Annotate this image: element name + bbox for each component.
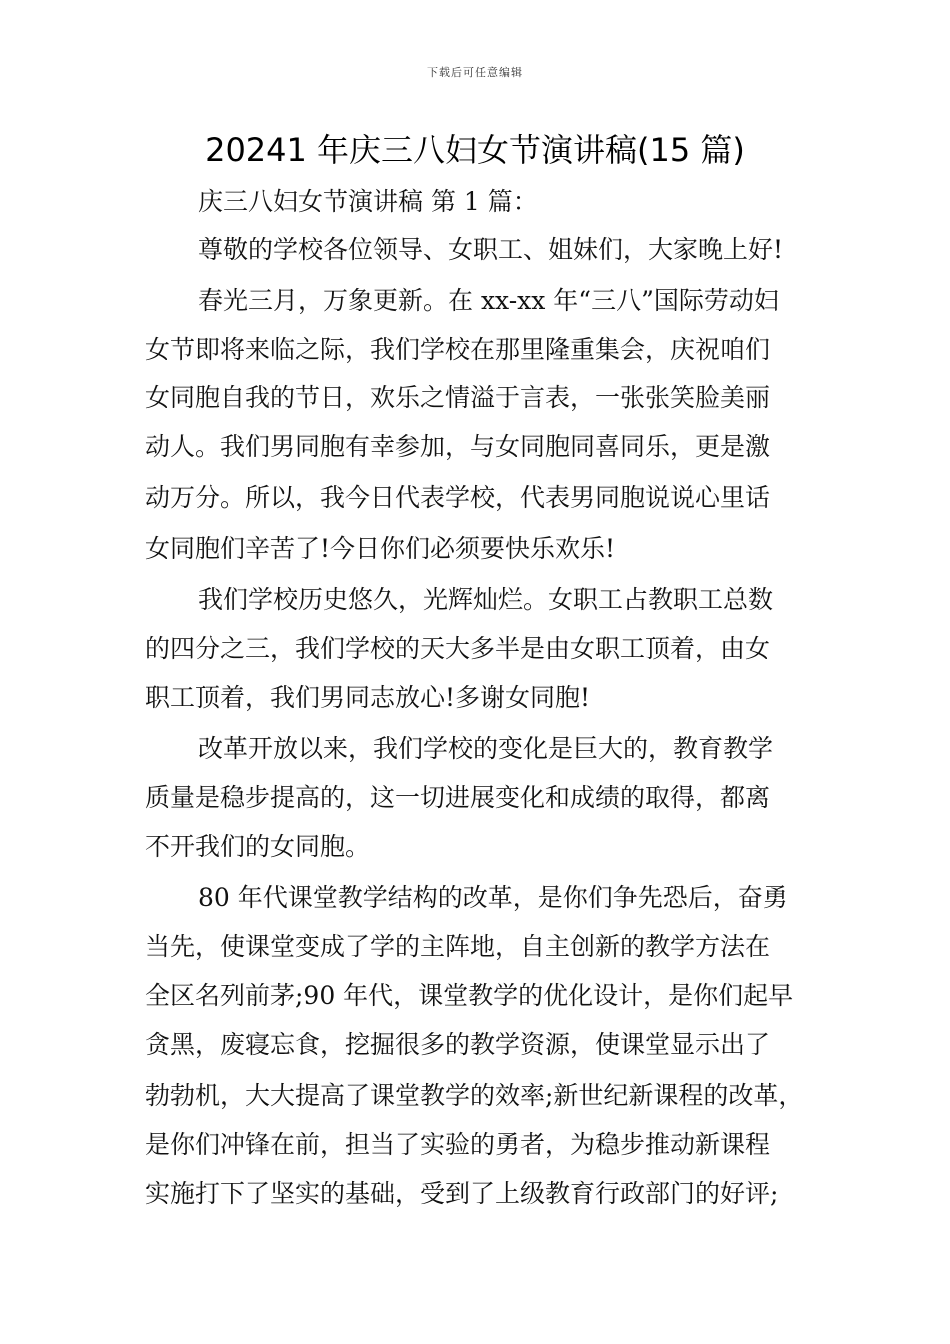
greeting-line: 尊敬的学校各位领导、女职工、姐妹们，大家晚上好! xyxy=(198,235,784,264)
paragraph-line: 女节即将来临之际，我们学校在那里隆重集会，庆祝咱们 xyxy=(145,335,771,364)
paragraph-line: 改革开放以来，我们学校的变化是巨大的，教育教学 xyxy=(198,734,774,763)
paragraph-line: 女同胞们辛苦了!今日你们必须要快乐欢乐! xyxy=(145,534,616,563)
header-note: 下载后可任意编辑 xyxy=(427,66,523,79)
paragraph-line: 贪黑，废寝忘食，挖掘很多的教学资源，使课堂显示出了 xyxy=(145,1030,771,1059)
section-heading: 庆三八妇女节演讲稿 第 1 篇： xyxy=(198,187,538,216)
paragraph-line: 我们学校历史悠久，光辉灿烂。女职工占教职工总数 xyxy=(198,585,774,614)
paragraph-line: 80 年代课堂教学结构的改革，是你们争先恐后，奋勇 xyxy=(198,883,788,912)
paragraph-line: 动万分。所以，我今日代表学校，代表男同胞说说心里话 xyxy=(145,483,771,512)
paragraph-line: 是你们冲锋在前，担当了实验的勇者，为稳步推动新课程 xyxy=(145,1130,771,1159)
paragraph-line: 的四分之三，我们学校的天大多半是由女职工顶着，由女 xyxy=(145,634,771,663)
paragraph-line: 春光三月，万象更新。在 xx-xx 年“三八”国际劳动妇 xyxy=(198,286,779,315)
paragraph-line: 实施打下了坚实的基础，受到了上级教育行政部门的好评; xyxy=(145,1179,779,1208)
document-title: 20241 年庆三八妇女节演讲稿(15 篇) xyxy=(205,131,745,169)
paragraph-line: 全区名列前茅;90 年代，课堂教学的优化设计，是你们起早 xyxy=(145,981,794,1010)
paragraph-line: 动人。我们男同胞有幸参加，与女同胞同喜同乐，更是激 xyxy=(145,432,771,461)
paragraph-line: 不开我们的女同胞。 xyxy=(145,832,371,861)
paragraph-line: 当先，使课堂变成了学的主阵地，自主创新的教学方法在 xyxy=(145,932,771,961)
paragraph-line: 职工顶着，我们男同志放心!多谢女同胞! xyxy=(145,683,591,712)
paragraph-line: 女同胞自我的节日，欢乐之情溢于言表，一张张笑脸美丽 xyxy=(145,383,771,412)
paragraph-line: 勃勃机，大大提高了课堂教学的效率;新世纪新课程的改革， xyxy=(145,1081,804,1110)
paragraph-line: 质量是稳步提高的，这一切进展变化和成绩的取得，都离 xyxy=(145,783,771,812)
